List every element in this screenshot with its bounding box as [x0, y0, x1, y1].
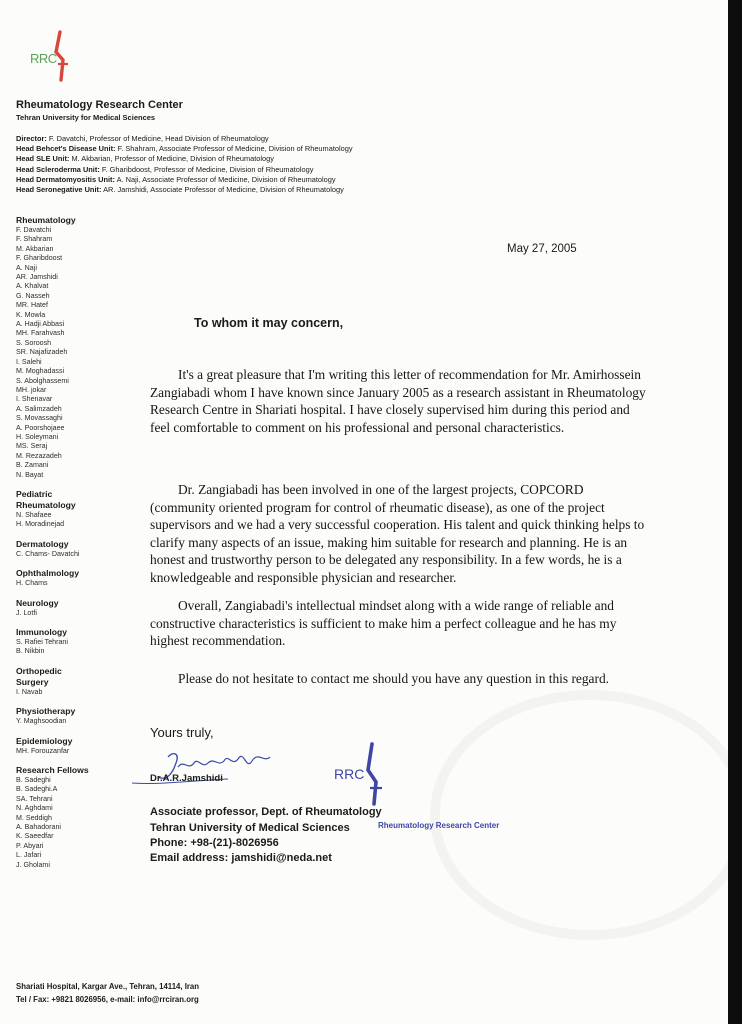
sidebar-member-name: MS. Seraj [16, 442, 48, 451]
sidebar-group [16, 568, 126, 588]
signer-title: Associate professor, Dept. of Rheumatology [150, 806, 382, 818]
paragraph-1: It's a great pleasure that I'm writing this letter of recommendation for Mr. Amirhossein Zangiabadi whom I have known since January 2005 as a research assistant in Rheumatology Research Centre in Shariati hospital. I have closely supervised him during this period and feel comfortable to comment on his professional and personal characteristics. [150, 367, 646, 435]
signer-university: Tehran University of Medical Sciences [150, 822, 350, 834]
org-subtitle: Tehran University for Medical Sciences [16, 113, 156, 122]
scan-edge [728, 0, 742, 1024]
staff-line [16, 175, 353, 185]
staff-role: Head Dermatomyositis Unit: [16, 174, 115, 184]
sidebar-member-name: MH. Farahvash [16, 329, 65, 338]
sidebar-member-name: SR. Najafizadeh [16, 348, 68, 357]
staff-line [16, 134, 353, 144]
staff-list [16, 134, 353, 195]
sidebar-group [16, 215, 126, 480]
paragraph-2: Dr. Zangiabadi has been involved in one of the largest projects, COPCORD (community oriented program for control of rheumatic disease), as one of the project supervisors and we had a very successful cooperation. His talent and quick thinking helps to clarify many aspects of an issue, making him suitable for research and planning. He is an honest and trustworthy person to be delegated any responsibility. In a few words, he is a knowledgeable and responsible physician and researcher. [150, 482, 645, 585]
sidebar-member-name: MH. Forouzanfar [16, 746, 70, 755]
sidebar-member-name: B. Sadeghi.A [16, 785, 58, 794]
sidebar-member-name: C. Chams- Davatchi [16, 549, 80, 558]
sidebar-member-name: S. Movassaghi [16, 414, 63, 423]
staff-role: Head Seronegative Unit: [16, 185, 102, 195]
sidebar-member-name: S. Soroosh [16, 338, 52, 347]
sidebar-group-title: Pediatric Rheumatology [16, 488, 76, 510]
staff-line [16, 154, 353, 164]
handwritten-signature [128, 745, 288, 793]
footer-contact: Tel / Fax: +9821 8026956, e-mail: info@rrciran.org [16, 995, 199, 1004]
sidebar-group-title: Immunology [16, 627, 68, 637]
salutation: To whom it may concern, [194, 316, 344, 330]
sidebar-member-name: MH. jokar [16, 385, 47, 394]
sidebar-member-name: N. Bayat [16, 470, 44, 479]
sidebar-member-name: A. Salimzadeh [16, 404, 62, 413]
logo-text: RRC [30, 51, 57, 66]
sidebar-group [16, 627, 126, 657]
stamp-logo-text: RRC [334, 766, 365, 782]
staff-desc: F. Shahram, Associate Professor of Medicine, Division of Rheumatology [115, 144, 353, 154]
staff-line [16, 165, 353, 175]
sidebar-group-title: Ophthalmology [16, 568, 80, 579]
sidebar-member-name: SA. Tehrani [16, 794, 53, 803]
paragraph-3: Overall, Zangiabadi's intellectual mindset along with a wide range of reliable and constructive characteristics is sufficient to make him a perfect colleague and he has my highest recommendation. [150, 598, 617, 648]
signer-phone: Phone: +98-(21)-8026956 [150, 837, 279, 849]
sidebar-member-name: I. Navab [16, 687, 43, 696]
sidebar-group [16, 489, 126, 530]
sidebar-member-name: H. Soleymani [16, 432, 59, 441]
sidebar-member-name: F. Gharibdoost [16, 254, 63, 263]
sidebar-group-title: Neurology [16, 597, 59, 608]
sidebar-member-name: M. Akbarian [16, 244, 54, 253]
sidebar-member-name: A. Naji [16, 263, 37, 272]
sidebar-member-name: K. Mowla [16, 310, 46, 319]
staff-desc: AR. Jamshidi, Associate Professor of Medicine, Division of Rheumatology [101, 185, 344, 195]
staff-line [16, 185, 353, 195]
sidebar-member-name: A. Hadji Abbasi [16, 320, 65, 329]
staff-role: Director: [16, 134, 47, 143]
sidebar-member-name: M. Seddigh [16, 813, 52, 822]
sidebar-group-title: Research Fellows [16, 765, 89, 776]
stamp-rrc-logo [330, 742, 386, 806]
org-name: Rheumatology Research Center [16, 99, 183, 111]
sidebar-member-name: N. Shafaee [16, 510, 52, 519]
sidebar-member-name: A. Bahadorani [16, 823, 61, 832]
sidebar-member-name: A. Poorshojaee [16, 423, 65, 432]
sidebar-member-name: G. Nasseh [16, 291, 50, 300]
stamp-text: Rheumatology Research Center [378, 821, 500, 830]
staff-role: Head Behcet's Disease Unit: [16, 144, 116, 154]
sidebar-member-name: N. Aghdami [16, 804, 53, 813]
signer-name: Dr.A.R.Jamshidi [150, 773, 223, 784]
staff-line [16, 144, 353, 154]
letter-date: May 27, 2005 [507, 243, 577, 255]
sidebar-member-name: K. Saeedfar [16, 832, 54, 841]
sidebar-member-name: MR. Hatef [16, 301, 48, 310]
sidebar-member-name: I. Salehi [16, 357, 42, 366]
staff-desc: M. Akbarian, Professor of Medicine, Division of Rheumatology [69, 154, 274, 164]
sidebar-member-name: M. Moghadassi [16, 367, 65, 376]
sidebar-member-name: S. Rafiei Tehrani [16, 638, 68, 646]
sidebar-group [16, 765, 126, 870]
watermark-seal [430, 690, 728, 940]
sidebar-member-name: H. Chams [16, 579, 48, 588]
sidebar-member-name: H. Moradinejad [16, 520, 65, 529]
sidebar-group-title: Orthopedic Surgery [16, 665, 62, 687]
sidebar-member-name: B. Zamani [16, 461, 49, 470]
sidebar-member-name: F. Davatchi [16, 226, 52, 234]
rrc-logo [30, 30, 78, 82]
staff-desc: F. Gharibdoost, Professor of Medicine, Division of Rheumatology [99, 164, 314, 174]
signer-email: Email address: jamshidi@neda.net [150, 852, 332, 864]
sidebar-group-title: Rheumatology [16, 215, 76, 225]
sidebar-member-name: S. Abolghassemi [16, 376, 69, 385]
sidebar-member-name: B. Sadeghi [16, 776, 51, 785]
sidebar-group-title: Epidemiology [16, 735, 73, 746]
sidebar-member-name: A. Khalvat [16, 282, 49, 291]
sidebar-member-name: B. Nikbin [16, 647, 45, 656]
footer-address: Shariati Hospital, Kargar Ave., Tehran, 14114, Iran [16, 982, 200, 991]
staff-role: Head SLE Unit: [16, 154, 70, 164]
staff-role: Head Scleroderma Unit: [16, 164, 100, 174]
staff-desc: A. Naji, Associate Professor of Medicine, Division of Rheumatology [114, 174, 336, 184]
closing: Yours truly, [150, 725, 214, 740]
sidebar-member-name: F. Shahram [16, 235, 53, 244]
sidebar-group [16, 598, 126, 618]
staff-desc: F. Davatchi, Professor of Medicine, Head Division of Rheumatology [46, 134, 269, 143]
sidebar-member-name: AR. Jamshidi [16, 273, 58, 282]
sidebar-member-name: P. Abyari [16, 841, 44, 850]
sidebar-member-name: L. Jafari [16, 851, 42, 860]
paragraph-4: Please do not hesitate to contact me should you have any question in this regard. [178, 671, 610, 686]
sidebar-group [16, 539, 126, 559]
sidebar-member-list [16, 215, 126, 879]
sidebar-member-name: J. Gholami [16, 860, 50, 869]
sidebar-group [16, 736, 126, 756]
sidebar-member-name: Y. Maghsoodian [16, 717, 67, 726]
sidebar-group-title: Dermatology [16, 538, 69, 549]
sidebar-group-title: Physiotherapy [16, 706, 76, 717]
sidebar-member-name: I. Shenavar [16, 395, 53, 404]
sidebar-member-name: J. Lotfi [16, 608, 37, 617]
sidebar-member-name: M. Rezazadeh [16, 451, 62, 460]
sidebar-group [16, 706, 126, 726]
sidebar-group [16, 666, 126, 697]
